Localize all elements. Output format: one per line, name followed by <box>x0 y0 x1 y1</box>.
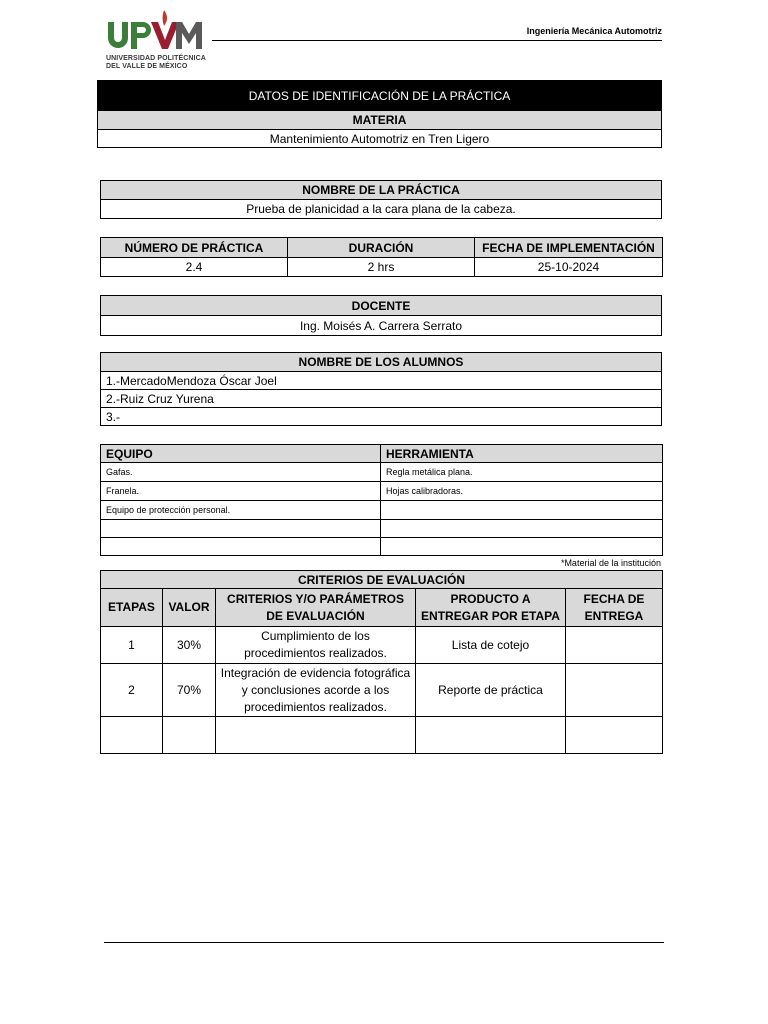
fecha-entrega-cell <box>566 717 663 754</box>
valor-cell <box>163 717 216 754</box>
producto-cell: Reporte de práctica <box>416 664 566 717</box>
equipo-cell: Gafas. <box>101 463 381 482</box>
docente-label: DOCENTE <box>101 296 662 316</box>
practice-number-label: NÚMERO DE PRÁCTICA <box>101 238 288 258</box>
practice-name-label: NOMBRE DE LA PRÁCTICA <box>101 181 662 200</box>
criterio-cell: Cumplimiento de los procedimientos realizados. <box>216 627 416 664</box>
herramienta-cell: Regla metálica plana. <box>381 463 663 482</box>
materia-label: MATERIA <box>98 111 662 130</box>
docente-value: Ing. Moisés A. Carrera Serrato <box>101 316 662 336</box>
producto-cell <box>416 717 566 754</box>
etapas-header: ETAPAS <box>101 589 163 627</box>
equipo-cell <box>101 520 381 538</box>
practice-number-value: 2.4 <box>101 258 288 277</box>
docente-table <box>100 295 662 336</box>
fecha-entrega-cell <box>566 627 663 664</box>
identification-table <box>97 80 662 148</box>
herramienta-cell: Hojas calibradoras. <box>381 482 663 501</box>
valor-cell: 70% <box>163 664 216 717</box>
students-label: NOMBRE DE LOS ALUMNOS <box>101 353 662 372</box>
practice-name-table <box>100 180 662 219</box>
student-row: 2.-Ruiz Cruz Yurena <box>101 390 662 408</box>
practice-details-table <box>100 237 663 277</box>
identification-title: DATOS DE IDENTIFICACIÓN DE LA PRÁCTICA <box>98 81 662 111</box>
producto-cell: Lista de cotejo <box>416 627 566 664</box>
materia-value: Mantenimiento Automotriz en Tren Ligero <box>98 130 662 148</box>
implementation-date-label: FECHA DE IMPLEMENTACIÓN <box>475 238 663 258</box>
student-row: 1.-MercadoMendoza Óscar Joel <box>101 372 662 390</box>
herramienta-cell <box>381 520 663 538</box>
duration-value: 2 hrs <box>288 258 475 277</box>
logo-text-line2: DEL VALLE DE MÉXICO <box>106 63 188 70</box>
valor-header: VALOR <box>163 589 216 627</box>
fecha-entrega-header: FECHA DE ENTREGA <box>566 589 663 627</box>
students-table <box>100 352 662 426</box>
equipo-cell <box>101 538 381 556</box>
evaluation-title: CRITERIOS DE EVALUACIÓN <box>101 571 663 589</box>
etapa-cell: 2 <box>101 664 163 717</box>
fecha-entrega-cell <box>566 664 663 717</box>
herramienta-cell <box>381 501 663 520</box>
institution-material-note: *Material de la institución <box>560 558 661 568</box>
upvm-logo <box>106 8 206 74</box>
evaluation-table <box>100 570 663 754</box>
producto-header: PRODUCTO A ENTREGAR POR ETAPA <box>416 589 566 627</box>
practice-name-value: Prueba de planicidad a la cara plana de la cabeza. <box>101 200 662 219</box>
herramienta-cell <box>381 538 663 556</box>
criterio-cell <box>216 717 416 754</box>
program-title: Ingeniería Mecánica Automotriz <box>526 26 662 36</box>
valor-cell: 30% <box>163 627 216 664</box>
implementation-date-value: 25-10-2024 <box>475 258 663 277</box>
student-row: 3.- <box>101 408 662 426</box>
equipo-label: EQUIPO <box>101 445 381 463</box>
etapa-cell <box>101 717 163 754</box>
upvm-logo-icon <box>106 8 206 54</box>
equipo-cell: Franela. <box>101 482 381 501</box>
criterios-header: CRITERIOS Y/O PARÁMETROS DE EVALUACIÓN <box>216 589 416 627</box>
criterio-cell: Integración de evidencia fotográfica y conclusiones acorde a los procedimientos realizados. <box>216 664 416 717</box>
duration-label: DURACIÓN <box>288 238 475 258</box>
logo-text-line1: UNIVERSIDAD POLITÉCNICA <box>106 55 206 62</box>
footer-divider <box>104 942 664 943</box>
etapa-cell: 1 <box>101 627 163 664</box>
equipo-cell: Equipo de protección personal. <box>101 501 381 520</box>
herramienta-label: HERRAMIENTA <box>381 445 663 463</box>
header-divider <box>212 40 662 41</box>
materials-table <box>100 444 663 556</box>
